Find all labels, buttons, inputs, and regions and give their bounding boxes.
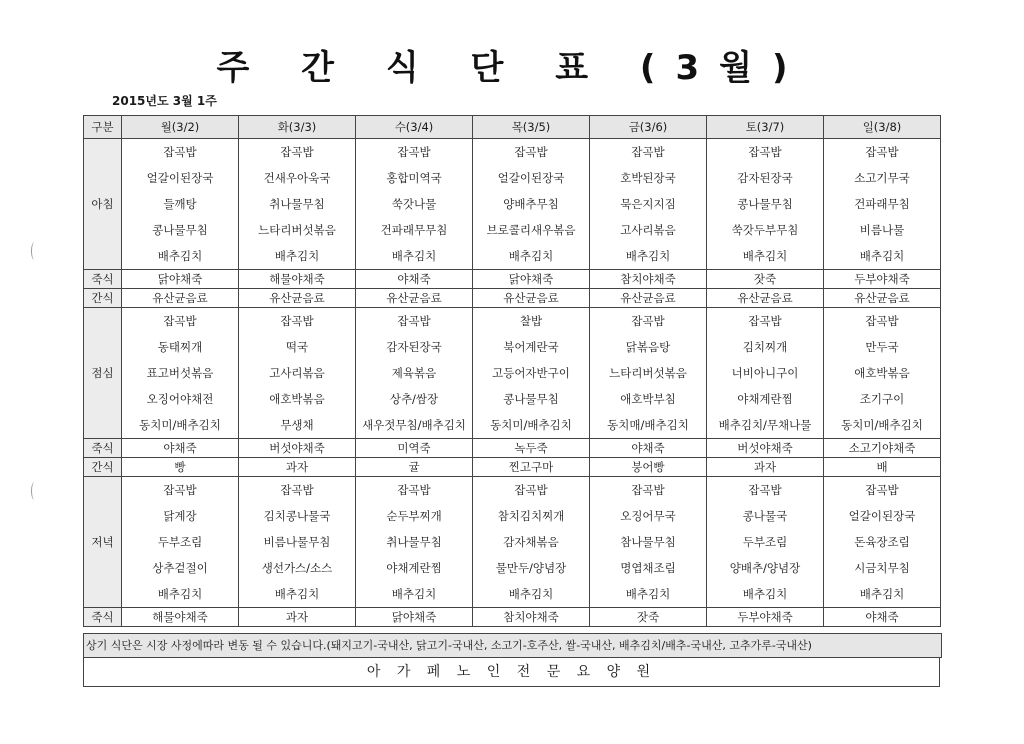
notice-text: 상기 식단은 시장 사정에따라 변동 될 수 있습니다.(돼지고기-국내산, 닭고기-국내산, 소고기-호주산, 쌀-국내산, 배추김치/배추-국내산, 고추가루-국내산) (83, 633, 942, 658)
menu-cell: 참치야채죽 (473, 608, 590, 627)
menu-item: 취나물무침 (269, 197, 325, 211)
menu-item: 북어계란국 (503, 340, 559, 354)
menu-item: 두부조림 (157, 535, 203, 549)
menu-cell (824, 308, 941, 439)
menu-item: 건새우아욱국 (263, 171, 331, 185)
menu-cell (473, 308, 590, 439)
menu-cell: 야채죽 (824, 608, 941, 627)
menu-cell: 닭야채죽 (122, 270, 239, 289)
menu-item: 새우젓무침/배추김치 (362, 418, 466, 432)
menu-cell (707, 139, 824, 270)
menu-item: 양배추/양념장 (729, 561, 801, 575)
menu-item: 홍합미역국 (386, 171, 442, 185)
menu-cell: 두부야채죽 (707, 608, 824, 627)
menu-item: 고사리볶음 (620, 223, 676, 237)
menu-item: 잡곡밥 (514, 483, 548, 497)
menu-item: 닭볶음탕 (625, 340, 671, 354)
menu-item: 배추김치 (508, 249, 554, 263)
punch-hole-mark (31, 482, 38, 500)
header-day: 수(3/4) (356, 116, 473, 139)
meal-row (84, 477, 941, 608)
menu-item: 배추김치 (274, 249, 320, 263)
menu-cell: 야채죽 (590, 439, 707, 458)
meal-label: 아침 (84, 139, 122, 270)
menu-item: 쑥갓두부무침 (731, 223, 799, 237)
menu-item: 감자채볶음 (503, 535, 559, 549)
menu-item: 참치김치찌개 (497, 509, 565, 523)
menu-item: 야채계란찜 (386, 561, 442, 575)
menu-cell: 닭야채죽 (473, 270, 590, 289)
meal-row (84, 139, 941, 270)
menu-item: 순두부찌개 (386, 509, 442, 523)
menu-item: 느타리버섯볶음 (258, 223, 336, 237)
menu-cell (707, 308, 824, 439)
menu-cell: 유산균음료 (590, 289, 707, 308)
menu-cell: 야채죽 (122, 439, 239, 458)
menu-item: 잡곡밥 (865, 145, 899, 159)
menu-item: 잡곡밥 (865, 483, 899, 497)
menu-cell (707, 477, 824, 608)
menu-item: 배추김치 (859, 587, 905, 601)
menu-item: 야채계란찜 (737, 392, 793, 406)
menu-cell: 두부야채죽 (824, 270, 941, 289)
menu-item: 비름나물무침 (263, 535, 331, 549)
menu-item: 잡곡밥 (748, 314, 782, 328)
menu-cell (122, 139, 239, 270)
menu-item: 동태찌개 (157, 340, 203, 354)
page-title: 주 간 식 단 표 (3월) (216, 48, 808, 88)
meal-label: 점심 (84, 308, 122, 439)
menu-cell: 귤 (356, 458, 473, 477)
menu-item: 고등어자반구이 (492, 366, 570, 380)
menu-item: 잡곡밥 (865, 314, 899, 328)
menu-item: 잡곡밥 (631, 314, 665, 328)
menu-cell: 잣죽 (707, 270, 824, 289)
menu-cell: 과자 (239, 608, 356, 627)
menu-item: 묵은지지짐 (620, 197, 676, 211)
menu-item: 잡곡밥 (163, 483, 197, 497)
menu-cell (590, 308, 707, 439)
menu-item: 얼갈이된장국 (497, 171, 565, 185)
menu-item: 잡곡밥 (163, 145, 197, 159)
menu-cell: 과자 (707, 458, 824, 477)
menu-item: 콩나물무침 (152, 223, 208, 237)
menu-cell: 배 (824, 458, 941, 477)
menu-cell: 과자 (239, 458, 356, 477)
menu-item: 건파래무무침 (380, 223, 448, 237)
meal-row (84, 439, 941, 458)
menu-cell (473, 477, 590, 608)
menu-item: 배추김치 (391, 249, 437, 263)
menu-item: 잡곡밥 (280, 314, 314, 328)
menu-table (83, 115, 941, 627)
menu-item: 배추김치 (157, 249, 203, 263)
menu-cell: 참치야채죽 (590, 270, 707, 289)
meal-label: 죽식 (84, 439, 122, 458)
menu-cell: 유산균음료 (707, 289, 824, 308)
menu-item: 배추김치 (508, 587, 554, 601)
meal-row (84, 308, 941, 439)
menu-cell (239, 139, 356, 270)
header-day: 목(3/5) (473, 116, 590, 139)
menu-cell (356, 308, 473, 439)
menu-item: 배추김치 (391, 587, 437, 601)
menu-item: 애호박볶음 (854, 366, 910, 380)
meal-label: 간식 (84, 289, 122, 308)
menu-item: 조기구이 (859, 392, 905, 406)
menu-cell (590, 139, 707, 270)
menu-item: 배추김치 (157, 587, 203, 601)
menu-cell: 빵 (122, 458, 239, 477)
menu-cell: 버섯야채죽 (239, 439, 356, 458)
menu-cell (122, 477, 239, 608)
menu-item: 배추김치 (625, 249, 671, 263)
header-day: 금(3/6) (590, 116, 707, 139)
meal-label: 죽식 (84, 270, 122, 289)
header-day: 일(3/8) (824, 116, 941, 139)
menu-item: 물만두/양념장 (495, 561, 567, 575)
meal-label: 간식 (84, 458, 122, 477)
menu-item: 잡곡밥 (748, 145, 782, 159)
menu-item: 잡곡밥 (514, 145, 548, 159)
menu-cell (824, 477, 941, 608)
menu-cell: 유산균음료 (239, 289, 356, 308)
menu-item: 잡곡밥 (397, 483, 431, 497)
meal-row (84, 289, 941, 308)
menu-item: 동치미/배추김치 (139, 418, 221, 432)
menu-item: 콩나물국 (742, 509, 788, 523)
meal-row (84, 608, 941, 627)
menu-cell: 유산균음료 (824, 289, 941, 308)
menu-item: 돈육장조림 (854, 535, 910, 549)
menu-item: 닭계장 (163, 509, 197, 523)
menu-item: 잡곡밥 (163, 314, 197, 328)
menu-item: 감자된장국 (386, 340, 442, 354)
menu-item: 잡곡밥 (280, 145, 314, 159)
menu-item: 감자된장국 (737, 171, 793, 185)
menu-item: 호박된장국 (620, 171, 676, 185)
header-day: 월(3/2) (122, 116, 239, 139)
week-label: 2015년도 3월 1주 (112, 94, 217, 108)
menu-item: 참나물무침 (620, 535, 676, 549)
menu-cell: 잣죽 (590, 608, 707, 627)
menu-cell: 소고기야채죽 (824, 439, 941, 458)
menu-item: 쑥갓나물 (391, 197, 437, 211)
menu-item: 배추김치 (742, 587, 788, 601)
menu-item: 잡곡밥 (631, 145, 665, 159)
menu-item: 잡곡밥 (748, 483, 782, 497)
menu-item: 취나물무침 (386, 535, 442, 549)
menu-cell (590, 477, 707, 608)
menu-cell (239, 477, 356, 608)
menu-item: 느타리버섯볶음 (609, 366, 687, 380)
menu-item: 만두국 (865, 340, 899, 354)
header-day: 토(3/7) (707, 116, 824, 139)
meal-label: 저녁 (84, 477, 122, 608)
header-row (84, 116, 941, 139)
header-category: 구분 (84, 116, 122, 139)
menu-item: 상추/쌈장 (389, 392, 439, 406)
menu-item: 얼갈이된장국 (146, 171, 214, 185)
menu-item: 동치미/배추김치 (841, 418, 923, 432)
meal-label: 죽식 (84, 608, 122, 627)
menu-cell (122, 308, 239, 439)
menu-item: 생선가스/소스 (261, 561, 333, 575)
menu-item: 브로콜리새우볶음 (486, 223, 576, 237)
menu-item: 무생채 (280, 418, 314, 432)
menu-cell (824, 139, 941, 270)
header-day: 화(3/3) (239, 116, 356, 139)
menu-item: 명엽채조림 (620, 561, 676, 575)
menu-item: 시금치무침 (854, 561, 910, 575)
menu-item: 애호박부침 (620, 392, 676, 406)
menu-item: 잡곡밥 (631, 483, 665, 497)
menu-cell: 야채죽 (356, 270, 473, 289)
menu-item: 잡곡밥 (280, 483, 314, 497)
menu-item: 두부조림 (742, 535, 788, 549)
menu-cell: 녹두죽 (473, 439, 590, 458)
menu-item: 배추김치/무채나물 (718, 418, 812, 432)
menu-cell (239, 308, 356, 439)
menu-item: 얼갈이된장국 (848, 509, 916, 523)
menu-item: 오징어야채전 (146, 392, 214, 406)
menu-cell: 닭야채죽 (356, 608, 473, 627)
menu-item: 김치찌개 (742, 340, 788, 354)
menu-cell (356, 477, 473, 608)
menu-item: 찰밥 (519, 314, 543, 328)
menu-cell (473, 139, 590, 270)
menu-item: 양배추무침 (503, 197, 559, 211)
menu-item: 동치매/배추김치 (607, 418, 689, 432)
menu-item: 잡곡밥 (397, 145, 431, 159)
menu-item: 오징어무국 (620, 509, 676, 523)
menu-cell (356, 139, 473, 270)
menu-item: 배추김치 (274, 587, 320, 601)
menu-cell: 버섯야채죽 (707, 439, 824, 458)
menu-cell: 해물야채죽 (239, 270, 356, 289)
meal-row (84, 458, 941, 477)
meal-row (84, 270, 941, 289)
menu-item: 잡곡밥 (397, 314, 431, 328)
institution-name: 아 가 페 노 인 전 문 요 양 원 (83, 657, 940, 687)
menu-item: 고사리볶음 (269, 366, 325, 380)
menu-item: 상추겉절이 (152, 561, 208, 575)
menu-item: 떡국 (285, 340, 309, 354)
menu-cell: 유산균음료 (356, 289, 473, 308)
menu-item: 배추김치 (625, 587, 671, 601)
menu-item: 동치미/배추김치 (490, 418, 572, 432)
menu-cell: 찐고구마 (473, 458, 590, 477)
menu-item: 콩나물무침 (737, 197, 793, 211)
menu-cell: 유산균음료 (122, 289, 239, 308)
menu-item: 너비아니구이 (731, 366, 799, 380)
menu-cell: 붕어빵 (590, 458, 707, 477)
menu-item: 김치콩나물국 (263, 509, 331, 523)
menu-item: 콩나물무침 (503, 392, 559, 406)
menu-item: 소고기무국 (854, 171, 910, 185)
punch-hole-mark (31, 242, 38, 260)
menu-cell: 유산균음료 (473, 289, 590, 308)
menu-item: 비름나물 (859, 223, 905, 237)
menu-item: 배추김치 (859, 249, 905, 263)
menu-item: 건파래무침 (854, 197, 910, 211)
menu-item: 들깨탕 (163, 197, 197, 211)
menu-item: 표고버섯볶음 (146, 366, 214, 380)
menu-item: 배추김치 (742, 249, 788, 263)
menu-cell: 미역죽 (356, 439, 473, 458)
menu-cell: 해물야채죽 (122, 608, 239, 627)
menu-item: 제육볶음 (391, 366, 437, 380)
menu-item: 애호박볶음 (269, 392, 325, 406)
